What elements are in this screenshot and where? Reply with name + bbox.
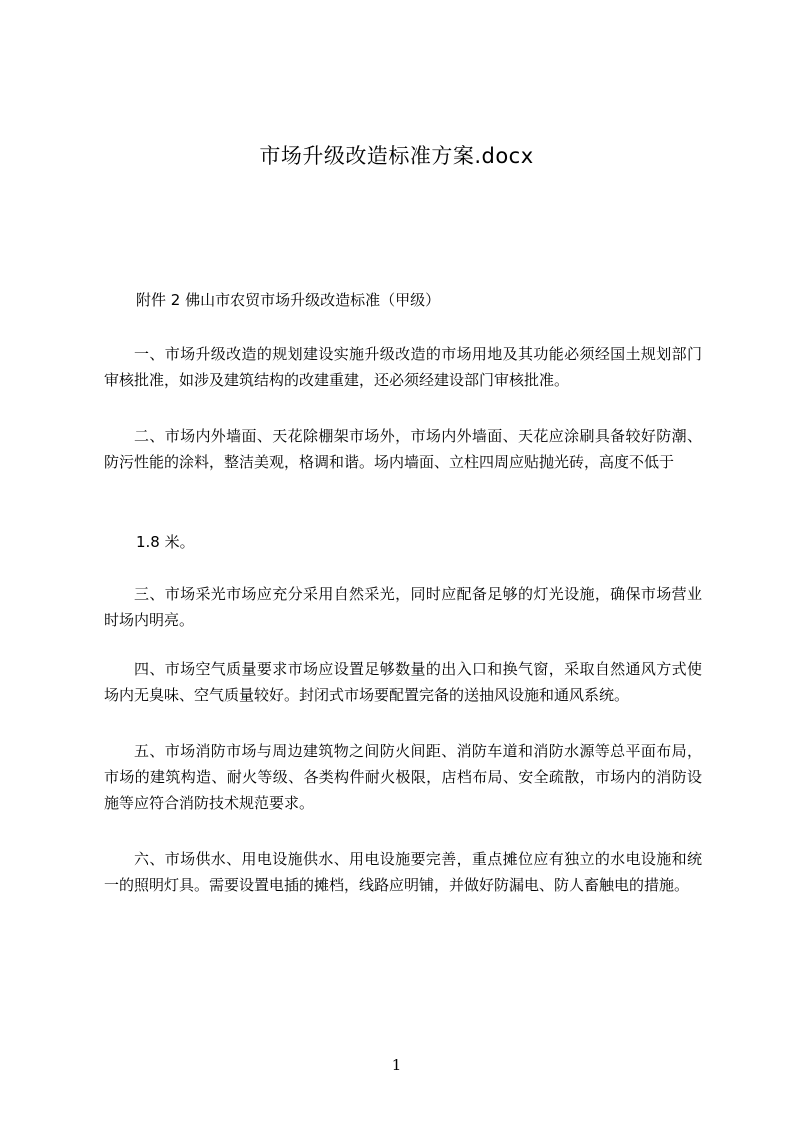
paragraph-tile-height: 1.8 米。: [136, 533, 195, 551]
paragraph-fire-safety: 五、市场消防市场与周边建筑物之间防火间距、消防车道和消防水源等总平面布局，市场的建筑构造、耐火等级、各类构件耐火极限，店档布局、安全疏散，市场内的消防设施等应符合消防技术规范要求。: [104, 742, 702, 812]
paragraph-water-electricity: 六、市场供水、用电设施供水、用电设施要完善，重点摊位应有独立的水电设施和统一的照明灯具。需要设置电插的摊档，线路应明铺，并做好防漏电、防人畜触电的措施。: [104, 850, 702, 894]
page-number: 1: [391, 1056, 402, 1074]
paragraph-air-quality: 四、市场空气质量要求市场应设置足够数量的出入口和换气窗，采取自然通风方式使场内无臭味、空气质量较好。封闭式市场要配置完备的送抽风设施和通风系统。: [104, 660, 702, 704]
paragraph-lighting: 三、市场采光市场应充分采用自然采光，同时应配备足够的灯光设施，确保市场营业时场内明亮。: [104, 585, 702, 629]
paragraph-walls-ceiling: 二、市场内外墙面、天花除棚架市场外，市场内外墙面、天花应涂刷具备较好防潮、防污性能的涂料，整洁美观，格调和谐。场内墙面、立柱四周应贴抛光砖，高度不低于: [104, 427, 702, 471]
document-title: 市场升级改造标准方案.docx: [259, 144, 534, 168]
attachment-heading: 附件 2 佛山市农贸市场升级改造标准（甲级）: [136, 291, 441, 309]
paragraph-planning: 一、市场升级改造的规划建设实施升级改造的市场用地及其功能必须经国土规划部门审核批准，如涉及建筑结构的改建重建，还必须经建设部门审核批准。: [104, 345, 702, 389]
